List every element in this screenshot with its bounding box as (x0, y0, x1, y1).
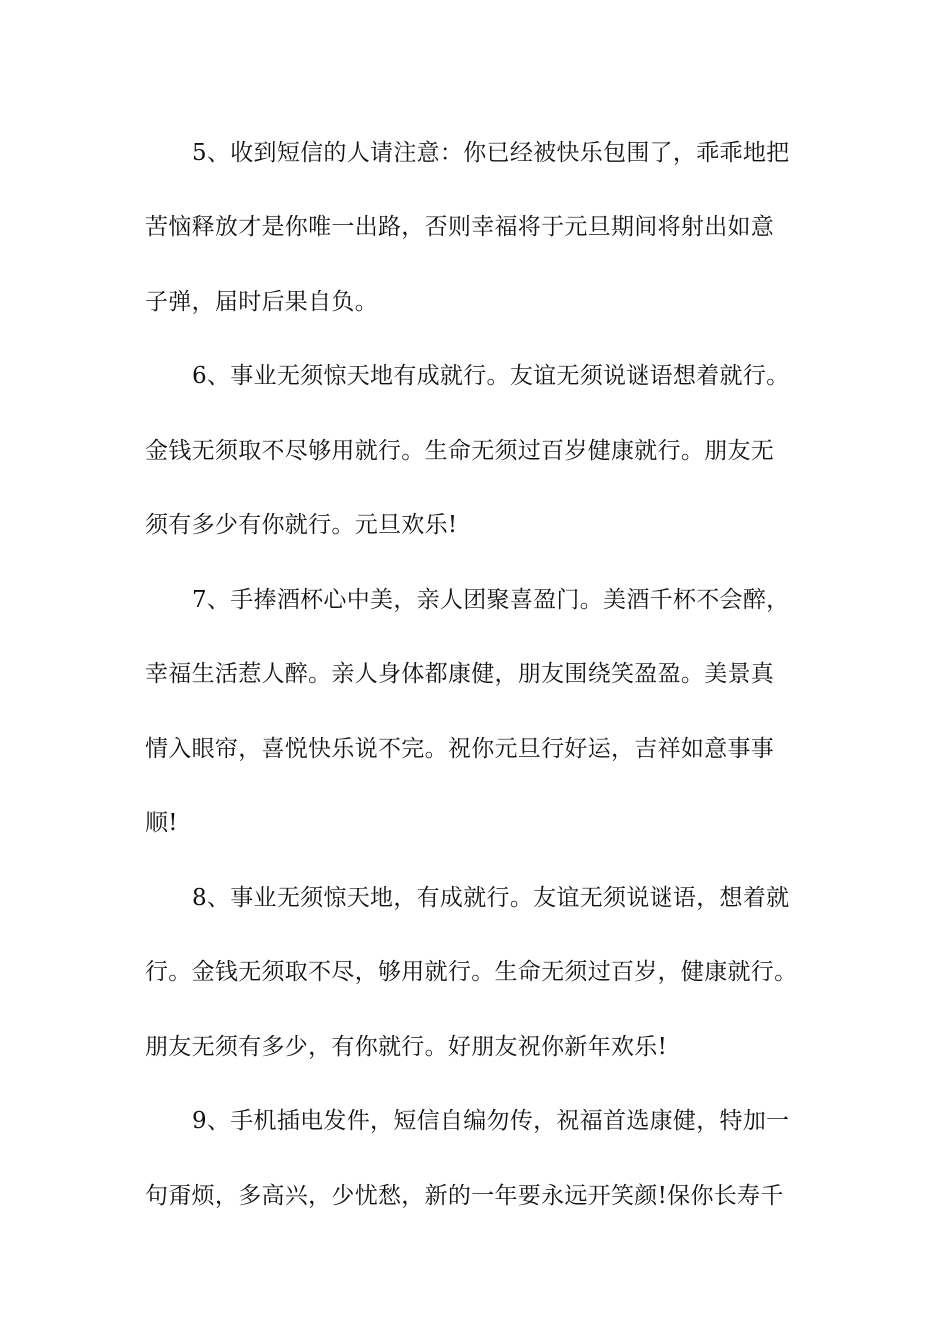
paragraph-8-line-2: 行。金钱无须取不尽，够用就行。生命无须过百岁，健康就行。 (145, 959, 798, 985)
paragraph-8-line-1: 8、事业无须惊天地，有成就行。友谊无须说谜语，想着就 (192, 885, 790, 911)
paragraph-7-line-1: 7、手捧酒杯心中美，亲人团聚喜盈门。美酒千杯不会醉， (192, 587, 790, 613)
paragraph-5-line-2: 苦恼释放才是你唯一出路，否则幸福将于元旦期间将射出如意 (145, 214, 775, 240)
paragraph-9-line-1: 9、手机插电发件，短信自编勿传，祝福首选康健，特加一 (192, 1108, 790, 1134)
paragraph-9-line-2: 句甭烦，多高兴，少忧愁，新的一年要永远开笑颜!保你长寿千 (145, 1183, 784, 1209)
paragraph-6-line-3: 须有多少有你就行。元旦欢乐! (145, 512, 458, 538)
paragraph-8-line-3: 朋友无须有多少，有你就行。好朋友祝你新年欢乐! (145, 1034, 668, 1060)
paragraph-7-line-3: 情入眼帘，喜悦快乐说不完。祝你元旦行好运，吉祥如意事事 (145, 736, 775, 762)
paragraph-6-line-1: 6、事业无须惊天地有成就行。友谊无须说谜语想着就行。 (192, 363, 790, 389)
paragraph-5-line-1: 5、收到短信的人请注意：你已经被快乐包围了，乖乖地把 (192, 140, 790, 166)
paragraph-7-line-2: 幸福生活惹人醉。亲人身体都康健，朋友围绕笑盈盈。美景真 (145, 661, 775, 687)
paragraph-7-line-4: 顺! (145, 810, 178, 836)
paragraph-5-line-3: 子弹，届时后果自负。 (145, 289, 378, 315)
paragraph-6-line-2: 金钱无须取不尽够用就行。生命无须过百岁健康就行。朋友无 (145, 438, 775, 464)
